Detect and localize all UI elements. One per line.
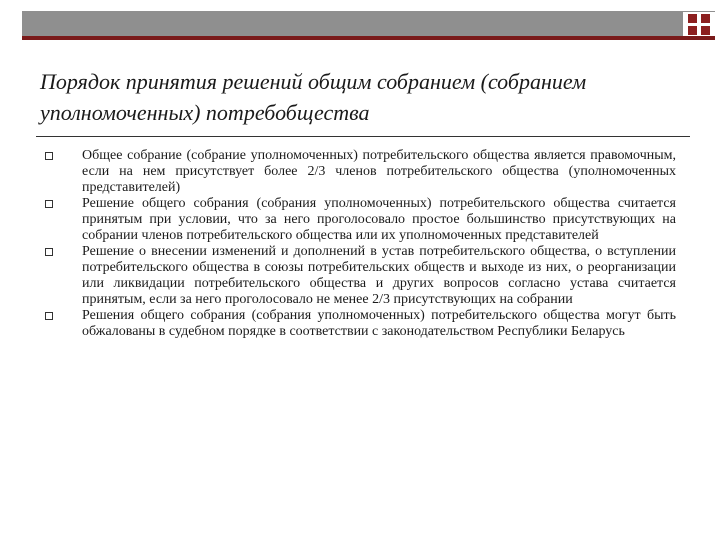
header-accent-line <box>22 36 715 40</box>
four-squares-decoration-icon <box>683 12 715 36</box>
corner-square-icon <box>688 26 697 35</box>
bullet-text: Общее собрание (собрание уполномоченных) потребительского общества является правомочным, если на нем присутствует более 2/3 членов потребительского общества (уполномоченных представителей) <box>82 148 676 195</box>
header-bar <box>22 11 715 36</box>
list-item <box>45 308 676 340</box>
square-outline-bullet-icon <box>45 200 53 208</box>
list-item <box>45 244 676 308</box>
bullet-text: Решение общего собрания (собрания уполномоченных) потребительского общества считается принятым при условии, что за него проголосовало простое большинство присутствующих на собрании членов потребительского общества или их уполномоченных представителей <box>82 196 676 243</box>
slide-title: Порядок принятия решений общим собранием (собранием уполномоченных) потребобщества <box>40 69 587 125</box>
square-outline-bullet-icon <box>45 312 53 320</box>
bullet-list <box>45 148 676 340</box>
bullet-text: Решения общего собрания (собрания уполномоченных) потребительского общества могут быть обжалованы в судебном порядке в соответствии с законодательством Республики Беларусь <box>82 308 676 339</box>
list-item <box>45 196 676 244</box>
corner-square-icon <box>701 14 710 23</box>
list-item <box>45 148 676 196</box>
square-outline-bullet-icon <box>45 152 53 160</box>
bullet-text: Решение о внесении изменений и дополнений в устав потребительского общества, о вступлении потребительского общества в союзы потребительских обществ и выходе из них, о реорганизации или ликвидации потребительского общества и других вопросов согласно устава считается принятым, если за него проголосовало не менее 2/3 присутствующих на собрании <box>82 244 676 307</box>
corner-square-icon <box>701 26 710 35</box>
title-divider <box>36 136 690 137</box>
square-outline-bullet-icon <box>45 248 53 256</box>
corner-square-icon <box>688 14 697 23</box>
